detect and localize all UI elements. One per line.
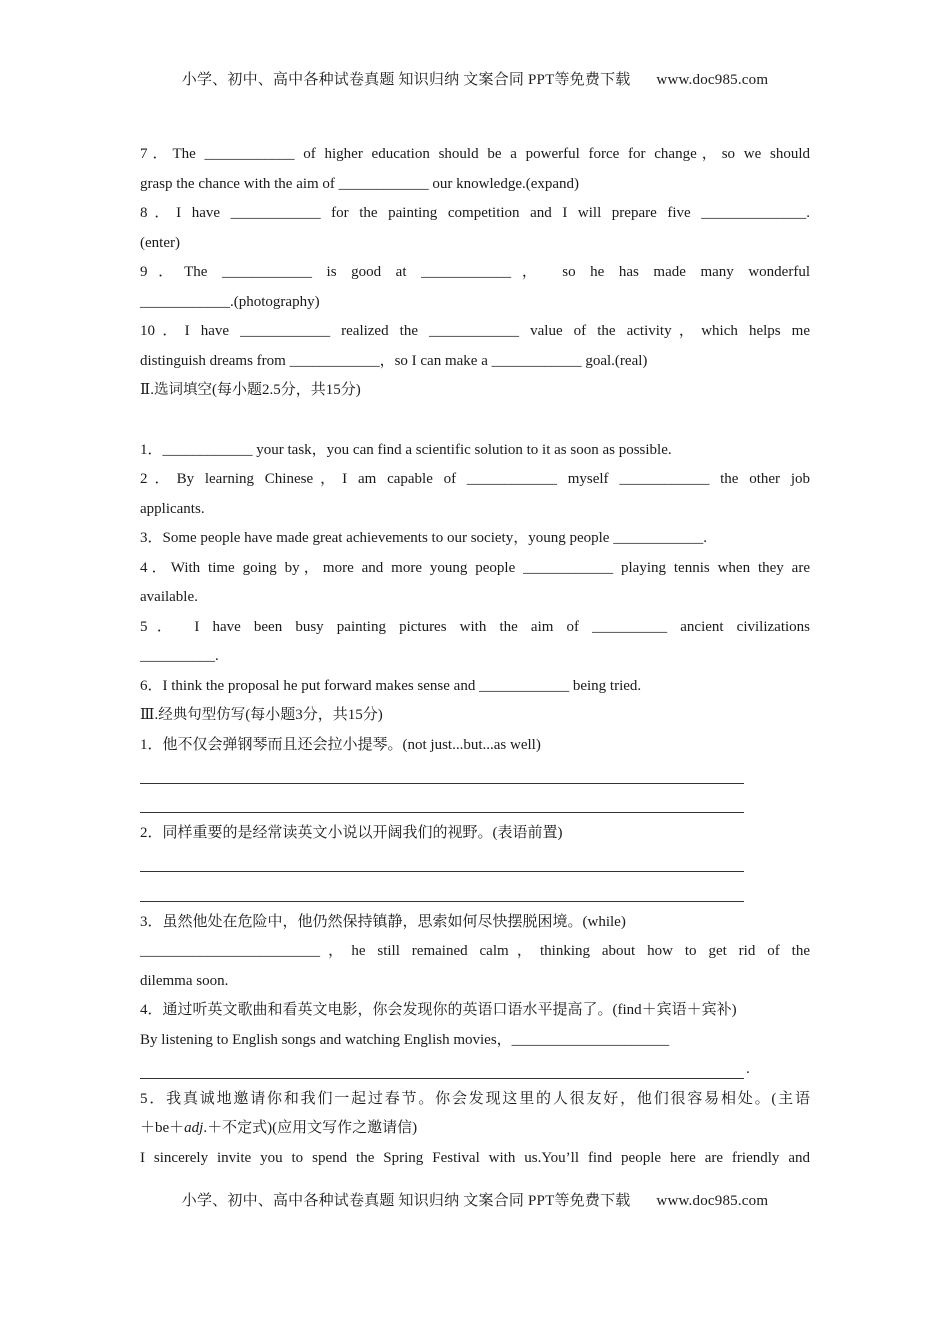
section-3-score: (每小题3分，共15分) (245, 707, 383, 723)
p3-q3-line-2: ________________________，he still remained calm，thinking about how to get rid of the (140, 943, 810, 959)
p3-q4-line-2: By listening to English songs and watching English movies，_____________________ (140, 1031, 670, 1048)
header-text: 小学、初中、高中各种试卷真题 知识归纳 文案合同 PPT等免费下载 (181, 72, 631, 88)
answer-line-period: . (746, 1061, 750, 1077)
answer-line[interactable] (140, 849, 810, 879)
q7-line-1: 7．The ____________ of higher education should be a powerful force for change，so we should (140, 146, 810, 162)
p3-q5-line-2 (140, 1114, 810, 1144)
p3-q3-line-3: dilemma soon. (140, 972, 229, 989)
footer-text: 小学、初中、高中各种试卷真题 知识归纳 文案合同 PPT等免费下载 (181, 1193, 631, 1209)
section-3-title (140, 701, 810, 731)
p3-q5-line-3: I sincerely invite you to spend the Spring Festival with us.You’ll find people here are friendly and (140, 1149, 810, 1166)
p2-q6: 6．I think the proposal he put forward makes sense and ____________ being tried. (140, 677, 642, 694)
section-3-number: Ⅲ. (140, 707, 159, 723)
section-2-heading: 选词填空 (153, 382, 212, 398)
section-2-score: (每小题2.5分，共15分) (211, 382, 361, 398)
section-2-title (140, 376, 810, 406)
footer-site: www.doc985.com (656, 1193, 769, 1209)
q7-line-2: grasp the chance with the aim of ____________ our knowledge.(expand) (140, 175, 580, 192)
q10-line-1: 10．I have ____________ realized the ____________ value of the activity，which helps me (140, 323, 810, 339)
p2-q1: 1．____________ your task，you can find a scientific solution to it as soon as possible. (140, 441, 672, 458)
q10-line-2: distinguish dreams from ____________，so I can make a ____________ goal.(real) (140, 352, 648, 369)
p2-q2-line-2: applicants. (140, 500, 205, 517)
q8-line-1: 8．I have ____________ for the painting competition and I will prepare five ______________. (140, 205, 810, 221)
answer-line[interactable] (140, 790, 810, 820)
p2-q4-line-2: available. (140, 589, 198, 605)
q8-line-2: (enter) (140, 234, 180, 251)
p3-q5-adj: adj (184, 1120, 204, 1136)
page-footer (0, 1189, 950, 1210)
answer-line[interactable] (140, 878, 810, 908)
section-3-heading: 经典句型仿写 (158, 707, 246, 723)
p2-q4-line-1: 4．With time going by，more and more young people ____________ playing tennis when they are (140, 559, 810, 576)
p3-q5-line-1: 5．我真诚地邀请你和我们一起过春节。你会发现这里的人很友好，他们很容易相处。(主语 (140, 1090, 810, 1107)
p3-q4: 4．通过听英文歌曲和看英文电影，你会发现你的英语口语水平提高了。(find＋宾语＋宾补) (140, 1002, 737, 1018)
p3-q5-line-2-b: .＋不定式)(应用文写作之邀请信) (203, 1120, 418, 1136)
p2-q5-line-1: 5． I have been busy painting pictures with the aim of __________ ancient civilizations (140, 618, 810, 635)
p3-q3: 3．虽然他处在危险中，他仍然保持镇静，思索如何尽快摆脱困境。(while) (140, 913, 626, 930)
answer-line[interactable] (140, 1055, 810, 1085)
page-header (0, 68, 950, 89)
header-site: www.doc985.com (656, 72, 769, 88)
p2-q2-line-1: 2．By learning Chinese，I am capable of ____________ myself ____________ the other job (140, 471, 810, 487)
p2-q3: 3．Some people have made great achievements to our society，young people ____________. (140, 530, 707, 546)
document-body (140, 140, 810, 1173)
p3-q5-line-2-a: ＋be＋ (140, 1120, 185, 1136)
section-2-number: Ⅱ. (140, 382, 154, 398)
p3-q1: 1．他不仅会弹钢琴而且还会拉小提琴。(not just...but...as well) (140, 736, 541, 753)
p2-q5-line-2: __________. (140, 648, 219, 664)
p3-q2: 2．同样重要的是经常读英文小说以开阔我们的视野。(表语前置) (140, 825, 563, 841)
answer-line[interactable] (140, 760, 810, 790)
q9-line-2: ____________.(photography) (140, 293, 320, 310)
q9-line-1: 9．The ____________ is good at ____________， so he has made many wonderful (140, 264, 810, 280)
spacer (140, 406, 810, 436)
